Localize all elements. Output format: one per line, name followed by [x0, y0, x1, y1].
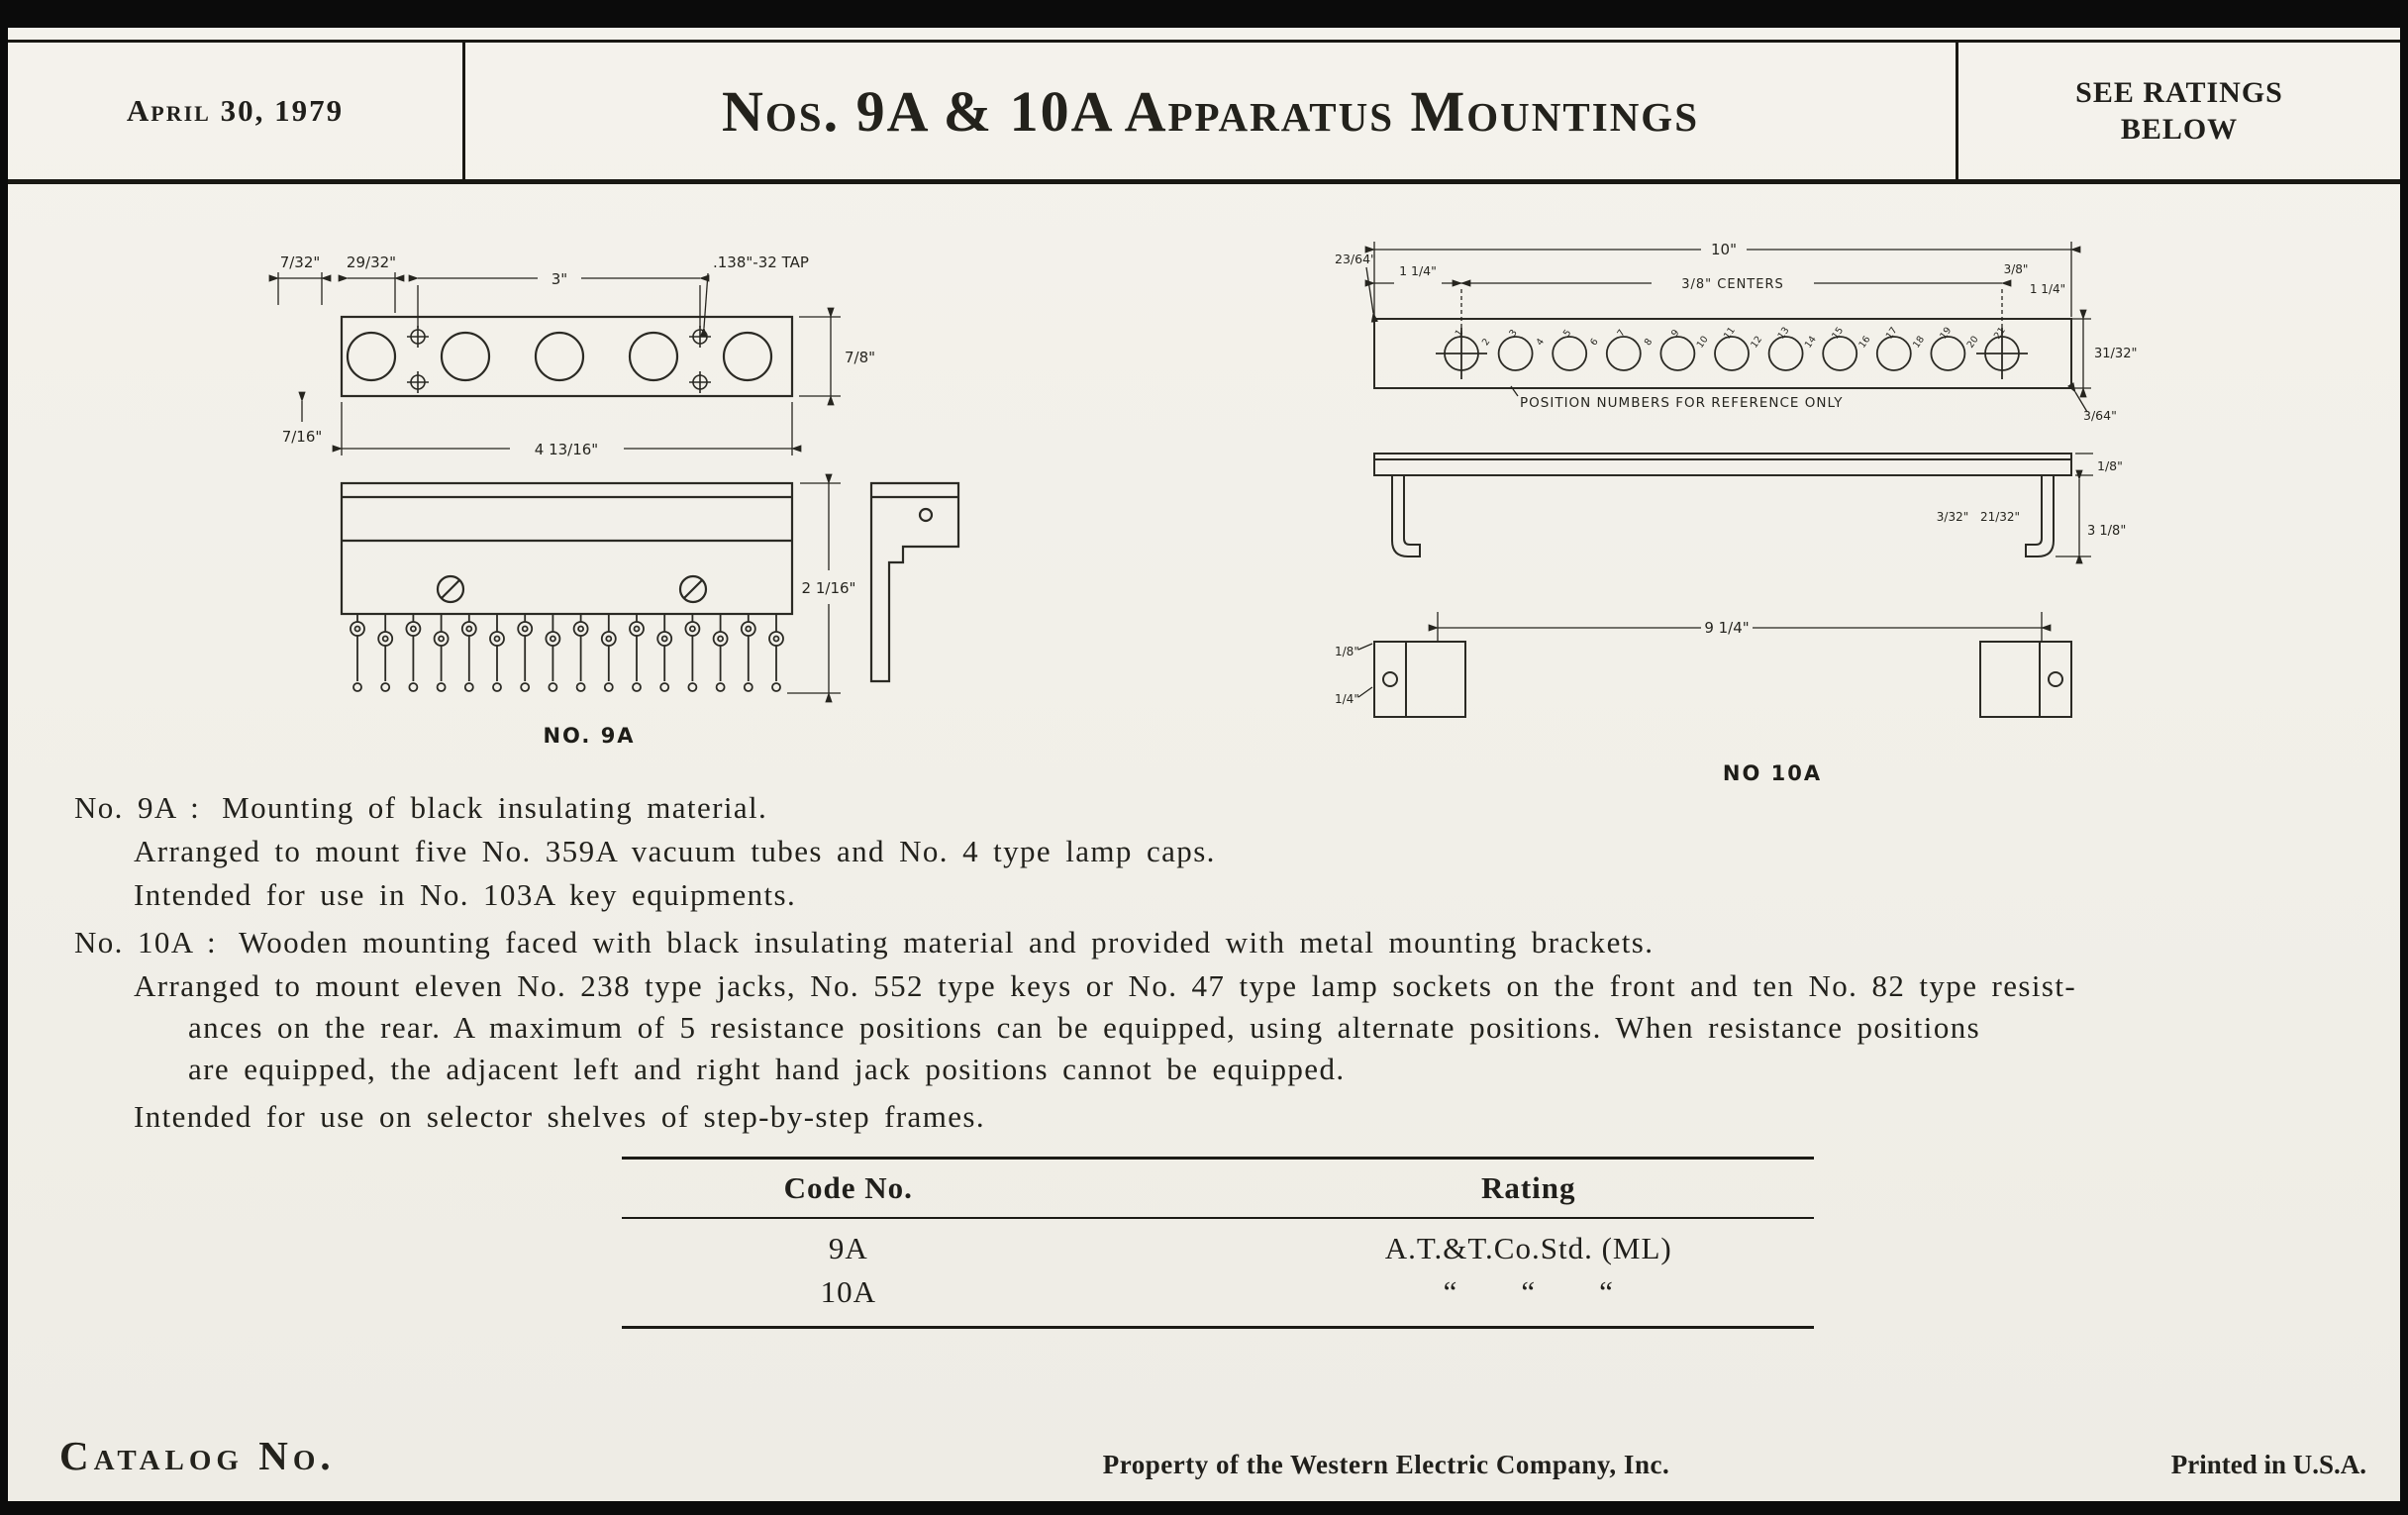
- terminal-lug: [518, 614, 532, 691]
- tube-hole: [630, 333, 677, 380]
- dim-label: 1 1/4": [2029, 282, 2066, 296]
- position-number: 17: [1883, 325, 1900, 342]
- ratings-note-line2: BELOW: [2120, 113, 2239, 146]
- table-rule-bottom: [622, 1326, 1814, 1329]
- figure-9a-drawing: [173, 147, 965, 770]
- dim-label: 23/64": [1335, 252, 1376, 266]
- table-spacer: [622, 1314, 1814, 1326]
- tap-hole: [407, 326, 429, 348]
- table-header-row: [622, 1160, 1814, 1217]
- item-9a-line3: Intended for use in No. 103A key equipments.: [134, 877, 797, 912]
- position-number: 14: [1802, 334, 1819, 351]
- dim-label: 21/32": [1979, 510, 2021, 524]
- tube-hole: [442, 333, 489, 380]
- position-number: 5: [1560, 327, 1574, 340]
- figure-10a-drawing: [1307, 147, 2178, 790]
- dim-label: 1/8": [1335, 645, 1359, 658]
- terminal-lugs: [351, 614, 783, 691]
- terminal-lug: [462, 614, 476, 691]
- terminal-lug: [378, 614, 392, 691]
- position-number: 10: [1694, 334, 1711, 351]
- item-9a-line2: Arranged to mount five No. 359A vacuum tubes and No. 4 type lamp caps.: [134, 834, 1216, 868]
- side-profile: [871, 483, 958, 681]
- position-number: 19: [1938, 325, 1955, 342]
- dim-label: 4 13/16": [534, 441, 599, 458]
- dim-label: 3": [551, 270, 568, 288]
- position-numbers: [1454, 325, 2008, 350]
- item-9a-desc: Mounting of black insulating material.: [222, 790, 768, 825]
- dim-label: 3/32": [1936, 510, 1969, 524]
- table-rule-mid: [622, 1217, 1814, 1219]
- position-number: 3: [1507, 327, 1520, 340]
- position-number: 2: [1480, 336, 1493, 349]
- terminal-lug: [435, 614, 449, 691]
- dim-label: 7/8": [845, 349, 876, 366]
- code-cell: 9A: [828, 1231, 868, 1265]
- rating-cell: A.T.&T.Co.Std. (ML): [1384, 1231, 1672, 1265]
- catalog-sheet: [8, 28, 2400, 1501]
- right-bracket: [2026, 475, 2054, 556]
- jack-hole: [1660, 337, 1694, 370]
- dim-label: 1/8": [2097, 458, 2123, 473]
- position-note: POSITION NUMBERS FOR REFERENCE ONLY: [1520, 395, 1844, 411]
- code-cell: 10A: [820, 1274, 876, 1309]
- position-number: 1: [1453, 327, 1466, 340]
- item-10a-line2: Intended for use on selector shelves of step-by-step frames.: [134, 1099, 986, 1134]
- position-number: 7: [1615, 327, 1628, 340]
- dim-label: 31/32": [2094, 347, 2138, 361]
- issue-date-text: April 30, 1979: [126, 93, 345, 128]
- dim-label: 3/64": [2083, 408, 2117, 423]
- dim-label: 10": [1711, 241, 1737, 258]
- dim-label: 29/32": [346, 253, 397, 271]
- tube-hole: [724, 333, 771, 380]
- item-9a-heading: [74, 790, 767, 826]
- terminal-lug: [714, 614, 728, 691]
- jack-hole: [1769, 337, 1803, 370]
- left-bracket: [1392, 475, 1420, 556]
- position-number: 8: [1642, 336, 1656, 349]
- dim-label: 1/4": [1335, 692, 1359, 706]
- tap-hole: [689, 371, 711, 393]
- jack-hole: [1607, 337, 1641, 370]
- position-number: 20: [1964, 334, 1981, 351]
- terminal-lug: [657, 614, 671, 691]
- jack-hole: [1499, 337, 1533, 370]
- terminal-lug: [574, 614, 588, 691]
- jack-hole: [1877, 337, 1911, 370]
- figure-10a-dim-labels: [1335, 241, 2137, 706]
- jack-hole: [1931, 337, 1964, 370]
- rating-cell: “ “ “: [1443, 1274, 1614, 1309]
- item-10a-para-line1: Arranged to mount eleven No. 238 type jacks, No. 552 type keys or No. 47 type lamp sockets on the front and ten No. 82 type resist-: [134, 968, 2077, 1003]
- item-10a-heading: [74, 925, 1654, 960]
- tap-hole: [407, 371, 429, 393]
- jack-hole: [1553, 337, 1586, 370]
- terminal-lug: [490, 614, 504, 691]
- terminal-lug: [685, 614, 699, 691]
- item-10a-desc: Wooden mounting faced with black insulating material and provided with metal mounting brackets.: [239, 925, 1655, 960]
- table-row: [622, 1270, 1814, 1314]
- right-foot: [1980, 642, 2071, 717]
- position-number: 4: [1534, 336, 1548, 349]
- position-number: 6: [1588, 336, 1601, 349]
- ratings-note-line1: SEE RATINGS: [2075, 76, 2283, 109]
- terminal-lug: [769, 614, 783, 691]
- left-foot: [1374, 642, 1465, 717]
- figure-10a-caption: NO 10A: [1722, 761, 1823, 785]
- dim-label: 3/8": [2003, 262, 2029, 276]
- dim-label-tap: .138"-32 TAP: [713, 253, 809, 271]
- tap-hole: [689, 326, 711, 348]
- tube-hole: [536, 333, 583, 380]
- tube-hole: [348, 333, 395, 380]
- jack-hole: [1715, 337, 1749, 370]
- figure-9a-dim-labels: [280, 253, 875, 597]
- position-number: 9: [1669, 327, 1682, 340]
- position-number: 11: [1721, 325, 1738, 342]
- dim-label: 9 1/4": [1704, 619, 1750, 637]
- dim-label: 3 1/8": [2087, 524, 2127, 539]
- dim-label: 3/8" CENTERS: [1681, 277, 1784, 292]
- position-number: 13: [1775, 325, 1792, 342]
- item-10a-label: No. 10A :: [74, 925, 218, 960]
- figure-9a-linework: [342, 317, 958, 691]
- dim-label: 7/16": [281, 428, 323, 446]
- printed-notice: Printed in U.S.A.: [2170, 1450, 2366, 1479]
- position-number: 18: [1911, 334, 1928, 351]
- position-number: 12: [1749, 334, 1765, 351]
- jack-hole: [1823, 337, 1856, 370]
- figure-9a-caption: NO. 9A: [543, 724, 636, 748]
- position-number: 16: [1856, 334, 1873, 351]
- page-title: Nos. 9A & 10A Apparatus Mountings: [465, 43, 1958, 179]
- ratings-table: [622, 1157, 1814, 1329]
- item-10a-para-line3: are equipped, the adjacent left and right hand jack positions cannot be equipped.: [188, 1052, 1346, 1086]
- dim-label: 7/32": [279, 253, 321, 271]
- terminal-lug: [351, 614, 364, 691]
- terminal-lug: [742, 614, 755, 691]
- col-header-code: Code No.: [783, 1170, 913, 1205]
- position-number: 21: [1991, 325, 2008, 342]
- dim-label: 2 1/16": [801, 579, 856, 597]
- item-9a-label: No. 9A :: [74, 790, 201, 825]
- catalog-number-label: Catalog No.: [59, 1433, 336, 1478]
- item-10a-para-line2: ances on the rear. A maximum of 5 resistance positions can be equipped, using alternate positions. When resistance positions: [188, 1010, 1981, 1045]
- terminal-lug: [546, 614, 559, 691]
- table-row: [622, 1227, 1814, 1270]
- property-notice: Property of the Western Electric Company, Inc.: [1102, 1450, 1670, 1479]
- terminal-lug: [602, 614, 616, 691]
- terminal-lug: [630, 614, 644, 691]
- terminal-lug: [406, 614, 420, 691]
- col-header-rating: Rating: [1480, 1170, 1576, 1205]
- dim-label: 1 1/4": [1399, 263, 1437, 278]
- position-number: 15: [1830, 325, 1847, 342]
